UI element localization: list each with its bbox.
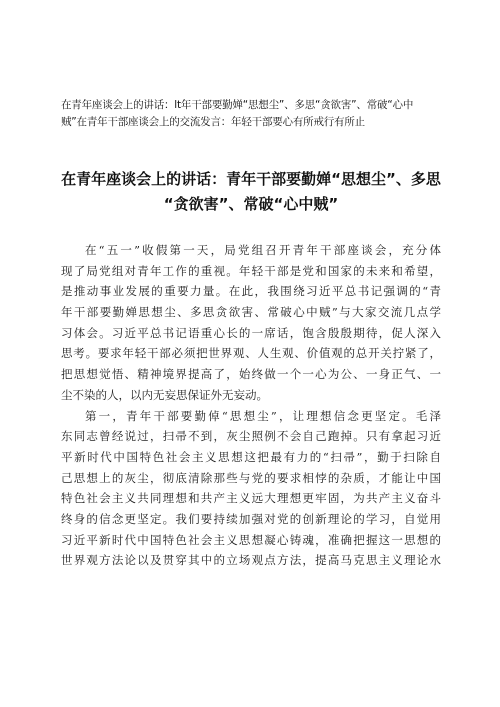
paragraph-line: 把思想觉悟、精神境界提高了，始终做一个一心为公、一身正气、一 [61,367,441,382]
paragraph-line: 尘不染的人，以内无妄思保证外无妄动。 [61,387,268,402]
paragraph-line: 习近平新时代中国特色社会主义思想凝心铸魂，准确把握这一思想的 [61,532,441,547]
paragraph-line: 在“五一”收假第一天，局党组召开青年干部座谈会，充分体 [85,243,441,257]
document-title [56,167,446,217]
paragraph [61,240,441,406]
paragraph-line: 平新时代中国特色社会主义思想这把最有力的“扫帚”，勤于扫除自 [61,449,441,464]
paragraph-line: 己思想上的灰尘，彻底清除那些与党的要求相悖的杂质，才能让中国 [61,470,441,485]
document-header [61,97,441,131]
paragraph-line: 特色社会主义共同理想和共产主义远大理想更牢固，为共产主义奋斗 [61,491,441,506]
paragraph-line: 习体会。习近平总书记语重心长的一席话，饱含殷殷期待，促人深入 [61,325,441,340]
paragraph-line: 是推动事业发展的重要力量。在此，我围绕习近平总书记强调的“青 [61,284,441,299]
document-body [61,240,441,571]
title-line: 在青年座谈会上的讲话：青年干部要勤婵“思想尘”、多思 [61,170,441,188]
paragraph [61,406,441,572]
paragraph-line: 终身的信念更坚定。我们要持续加强对党的创新理论的学习，自觉用 [61,511,441,526]
paragraph-line: 现了局党组对青年工作的重视。年轻干部是党和国家的未来和希望， [61,263,441,278]
paragraph-line: 第一，青年干部要勤倬“思想尘”，让理想信念更坚定。毛泽 [85,408,441,423]
paragraph-line: 年干部要勤婵思想尘、多思贪欲害、常破心中贼”与大家交流几点学 [61,305,441,320]
title-line: “贪欲害”、常破“心中贼” [163,195,339,213]
paragraph-line: 世界观方法论以及贯穿其中的立场观点方法，提高马克思主义理论水 [61,553,441,568]
paragraph-line: 思考。要求年轻干部必须把世界观、人生观、价值观的总开关拧紧了， [61,346,441,361]
header-line: 贼”在青年干部座谈会上的交流发言：年轻干部要心有所戒行有所止 [61,116,365,128]
paragraph-line: 东同志曾经说过，扫帚不到，灰尘照例不会自己跑掉。只有拿起习近 [61,429,441,444]
header-line: 在青年座谈会上的讲话：lt年干部要勤婵“思想尘”、多思“贪欲害”、常破“心中 [61,99,414,111]
